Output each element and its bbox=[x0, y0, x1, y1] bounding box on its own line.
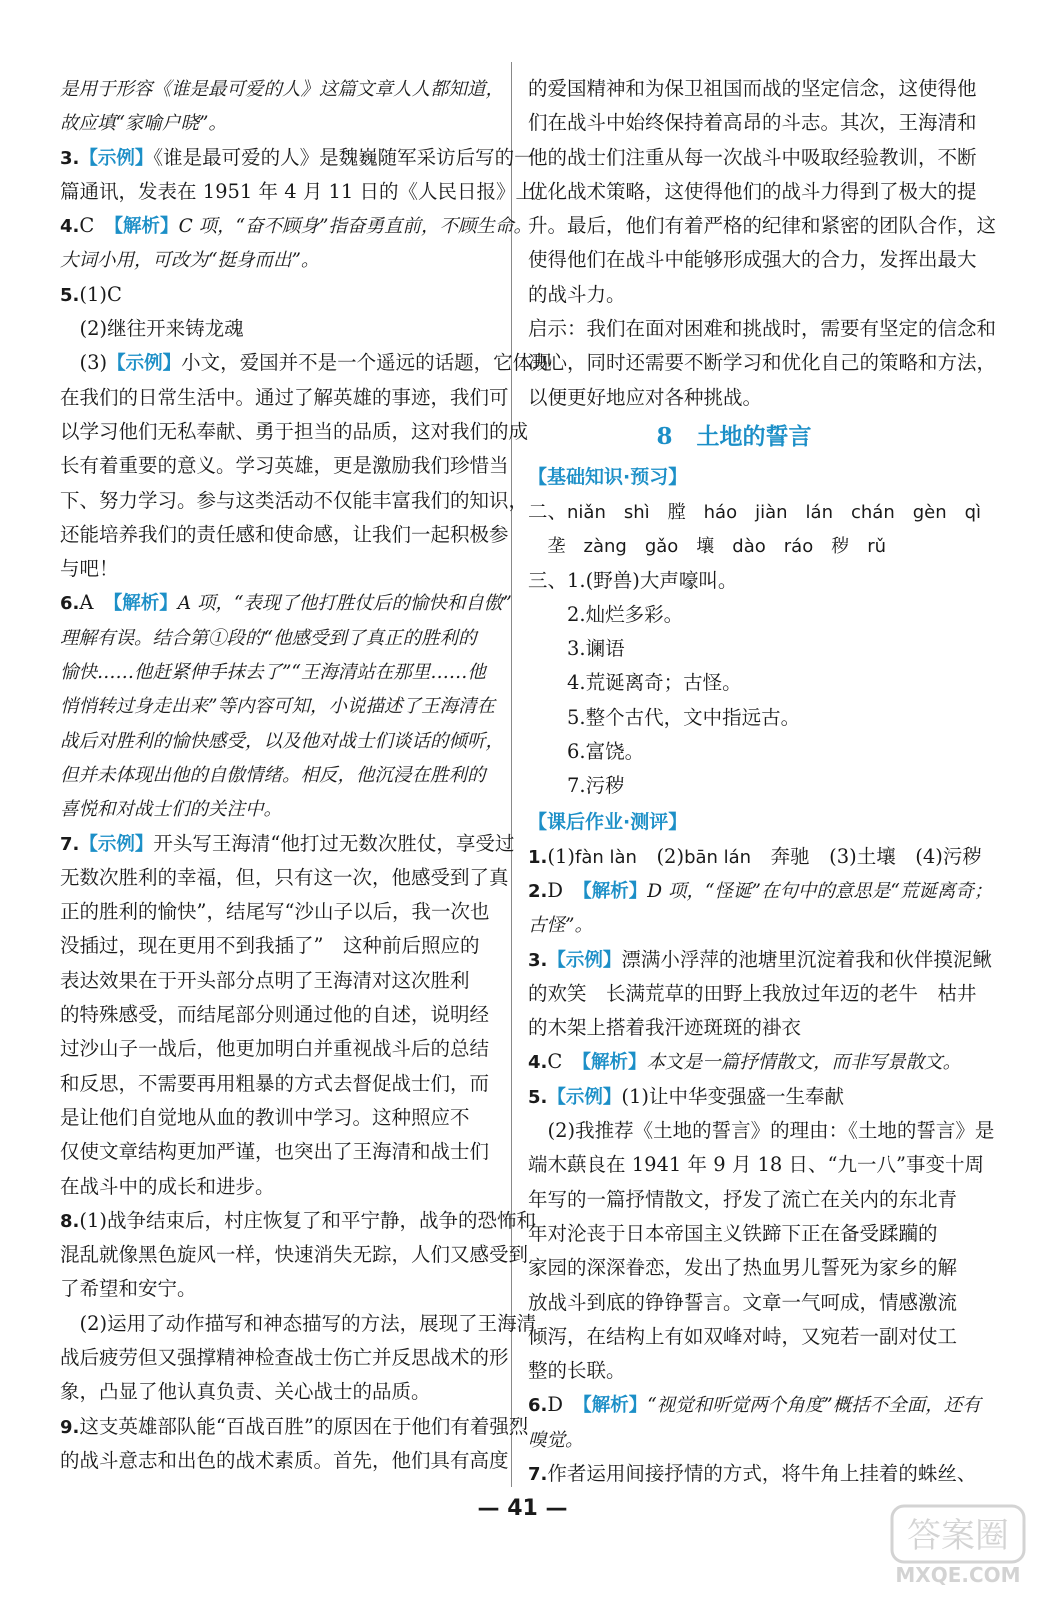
text-line bbox=[528, 106, 977, 140]
text-run: 这支英雄部队能“百战百胜”的原因在于他们有着强烈 bbox=[79, 1414, 529, 1438]
text-line bbox=[528, 564, 940, 598]
text-line bbox=[60, 106, 498, 140]
text-line bbox=[60, 827, 515, 861]
text-run: 三、1.(野兽)大声嚎叫。 bbox=[528, 568, 738, 592]
text-line bbox=[60, 1101, 498, 1135]
text-line bbox=[60, 1375, 498, 1409]
text-run: 古怪”。 bbox=[528, 915, 593, 937]
text-run: 与吧！ bbox=[60, 557, 119, 581]
text-line bbox=[60, 346, 552, 380]
text-run: 小文，爱国并不是一个遥远的话题，它体现 bbox=[181, 351, 552, 375]
text-run: D 项，“怪诞”在句中的意思是“荒诞离奇； bbox=[647, 880, 993, 902]
text-run: 还能培养我们的责任感和使命感，让我们一起积极参 bbox=[60, 522, 509, 546]
text-line bbox=[528, 1080, 940, 1114]
text-run: (3) bbox=[60, 351, 108, 375]
question-number: 3. bbox=[528, 949, 548, 971]
text-line bbox=[60, 1067, 498, 1101]
text-run: 无数次胜利的幸福，但，只有这一次，他感受到了真 bbox=[60, 865, 509, 889]
question-number: 6. bbox=[528, 1395, 548, 1417]
section-heading bbox=[528, 415, 940, 459]
text-line bbox=[60, 243, 498, 277]
text-line bbox=[528, 632, 940, 666]
text-run: 的战斗意志和出色的战术素质。首先，他们具有高度 bbox=[60, 1448, 509, 1472]
answer-tag: 【解析】 bbox=[112, 593, 178, 615]
text-line bbox=[60, 1032, 498, 1066]
text-line bbox=[60, 1307, 537, 1341]
text-line bbox=[528, 1251, 958, 1285]
text-run: niǎn shì 膛 háo jiàn lán chán gèn qì bbox=[567, 501, 982, 523]
text-run: 的木架上搭着我汗迹斑斑的褂衣 bbox=[528, 1016, 802, 1040]
text-run: 篇通讯，发表在 1951 年 4 月 11 日的《人民日报》上。 bbox=[60, 179, 555, 203]
text-run: “视觉和听觉两个角度”概括不全面，还有 bbox=[647, 1395, 981, 1417]
text-line bbox=[528, 908, 940, 942]
text-run: 的战斗力。 bbox=[528, 282, 626, 306]
text-run: (2)继往开来铸龙魂 bbox=[60, 317, 244, 341]
text-line bbox=[528, 72, 977, 106]
text-run: (1)让中华变强盛一生奉献 bbox=[621, 1084, 845, 1108]
text-line bbox=[60, 415, 529, 449]
text-run: 3.谰语 bbox=[528, 637, 625, 661]
text-line bbox=[528, 529, 940, 563]
text-line bbox=[60, 1238, 529, 1272]
text-line bbox=[60, 1444, 509, 1478]
text-run: 的特殊感受，而结尾部分则通过他的自述，说明经 bbox=[60, 1003, 490, 1027]
text-line bbox=[60, 895, 498, 929]
text-run: 启示：我们在面对困难和挑战时，需要有坚定的信念和 bbox=[528, 317, 997, 341]
text-line bbox=[528, 1320, 958, 1354]
text-run: 优化战术策略，这使得他们的战斗力得到了极大的提 bbox=[528, 179, 977, 203]
text-line bbox=[528, 141, 977, 175]
text-run: (1) bbox=[547, 844, 575, 868]
text-run: 本文是一篇抒情散文，而非写景散文。 bbox=[646, 1052, 962, 1074]
question-number: 8. bbox=[60, 1210, 80, 1232]
text-line bbox=[528, 1011, 940, 1045]
text-line bbox=[528, 175, 977, 209]
text-run: 但并未体现出他的自傲情绪。相反，他沉浸在胜利的 bbox=[60, 764, 486, 786]
text-line bbox=[60, 724, 505, 758]
text-run: 象，凸显了他认真负责、关心战士的品质。 bbox=[60, 1380, 431, 1404]
text-run: bān lán bbox=[684, 846, 752, 868]
text-run: 倾泻，在结构上有如双峰对峙，又宛若一副对仗工 bbox=[528, 1324, 958, 1348]
text-run: (2)运用了动作描写和神态描写的方法，展现了王海清 bbox=[60, 1311, 537, 1335]
answer-tag: 【示例】 bbox=[547, 1086, 622, 1108]
banner-homework: 【课后作业·测评】 bbox=[528, 810, 688, 833]
text-run: 过沙山子一战后，他更加明白并重视战斗后的总结 bbox=[60, 1037, 490, 1061]
answer-tag: 【示例】 bbox=[79, 147, 154, 169]
text-run: 和反思，不需要再用粗暴的方式去督促战士们，而 bbox=[60, 1071, 490, 1095]
text-line bbox=[528, 840, 982, 874]
text-line bbox=[528, 874, 993, 908]
answer-tag: 【解析】 bbox=[582, 880, 648, 902]
text-run: 在战斗中的成长和进步。 bbox=[60, 1174, 275, 1198]
question-number: 1. bbox=[528, 846, 548, 868]
text-line bbox=[60, 1170, 498, 1204]
text-run: 端木蕻良在 1941 年 9 月 18 日、“九一八”事变十周 bbox=[528, 1153, 984, 1177]
question-number: 4. bbox=[60, 216, 80, 238]
text-run: 下、努力学习。参与这类活动不仅能丰富我们的知识， bbox=[60, 488, 529, 512]
text-run: 大词小用，可改为“挺身而出”。 bbox=[60, 250, 320, 272]
text-line bbox=[528, 312, 997, 346]
text-run: 决心，同时还需要不断学习和优化自己的策略和方法， bbox=[528, 351, 997, 375]
text-line bbox=[60, 552, 498, 586]
text-line bbox=[60, 689, 498, 723]
text-run: 在我们的日常生活中。通过了解英雄的事迹，我们可 bbox=[60, 385, 509, 409]
text-run: (1)战争结束后，村庄恢复了和平宁静，战争的恐怖和 bbox=[79, 1208, 536, 1232]
text-line bbox=[60, 209, 533, 243]
question-number: 4. bbox=[528, 1052, 548, 1074]
answer-tag: 【示例】 bbox=[547, 949, 622, 971]
text-run: 年写的一篇抒情散文，抒发了流亡在关内的东北青 bbox=[528, 1187, 958, 1211]
question-number: 6. bbox=[60, 593, 80, 615]
text-line bbox=[60, 484, 529, 518]
text-run: 作者运用间接抒情的方式，将牛角上挂着的蛛丝、 bbox=[547, 1461, 977, 1485]
text-run: C 项，“奋不顾身”指奋勇直前，不顾生命。 bbox=[178, 216, 533, 238]
text-line bbox=[528, 1217, 940, 1251]
answer-tag: 【示例】 bbox=[107, 353, 182, 375]
question-number: 9. bbox=[60, 1416, 80, 1438]
text-line bbox=[528, 1183, 958, 1217]
text-run: 是用于形容《谁是最可爱的人》这篇文章人人都知道， bbox=[60, 79, 505, 100]
text-run: 的欢笑 长满荒草的田野上我放过年迈的老牛 枯井 bbox=[528, 981, 977, 1005]
text-run: (2)我推荐《土地的誓言》的理由：《土地的誓言》是 bbox=[528, 1119, 995, 1143]
text-line bbox=[60, 1272, 498, 1306]
column-divider bbox=[511, 62, 512, 1487]
text-line bbox=[528, 381, 940, 415]
answer-tag: 【示例】 bbox=[79, 833, 154, 855]
text-run: 以便更好地应对各种挑战。 bbox=[528, 385, 763, 409]
text-run: C bbox=[79, 214, 114, 238]
homework-answers bbox=[528, 840, 995, 1492]
answer-tag: 【解析】 bbox=[113, 216, 179, 238]
text-line bbox=[60, 758, 498, 792]
text-line bbox=[60, 518, 509, 552]
text-line bbox=[528, 943, 992, 977]
text-line bbox=[60, 381, 509, 415]
text-run: 喜悦和对战士们的关注中。 bbox=[60, 799, 283, 821]
text-run: fàn làn bbox=[575, 846, 637, 868]
left-column bbox=[60, 72, 555, 1478]
text-line bbox=[528, 1148, 984, 1182]
text-line bbox=[60, 998, 498, 1032]
text-run: 放战斗到底的铮铮誓言。文章一气呵成，情感激流 bbox=[528, 1290, 958, 1314]
text-run: 垄 zàng gǎo 壤 dào ráo 秽 rǔ bbox=[547, 536, 887, 558]
question-number: 3. bbox=[60, 147, 80, 169]
answer-tag: 【解析】 bbox=[582, 1395, 648, 1417]
text-line bbox=[528, 1388, 981, 1422]
text-line bbox=[60, 141, 534, 175]
text-run: 奔驰 (3)土壤 (4)污秽 bbox=[751, 844, 982, 868]
text-line bbox=[60, 1135, 498, 1169]
text-line bbox=[528, 769, 940, 803]
svg-text:答案圈: 答案圈 bbox=[907, 1516, 1009, 1556]
text-run: 没插过，现在更用不到我插了” 这种前后照应的 bbox=[60, 934, 480, 958]
text-line bbox=[528, 598, 940, 632]
text-run: 的爱国精神和为保卫祖国而战的坚定信念，这使得他 bbox=[528, 77, 977, 100]
question-number: 5. bbox=[60, 284, 80, 306]
text-line bbox=[60, 278, 498, 312]
question-number: 7. bbox=[60, 833, 80, 855]
text-run: 家园的深深眷恋，发出了热血男儿誓死为家乡的解 bbox=[528, 1256, 958, 1280]
text-line bbox=[528, 1286, 958, 1320]
text-line bbox=[528, 977, 977, 1011]
text-line bbox=[60, 655, 498, 689]
svg-text:MXQE.COM: MXQE.COM bbox=[895, 1563, 1021, 1587]
text-run: 开头写王海清“他打过无数次胜仗，享受过 bbox=[153, 831, 515, 855]
text-run: 愉快……他赶紧伸手抹去了”“王海清站在那里……他 bbox=[60, 662, 486, 684]
text-run: 二、 bbox=[528, 499, 568, 523]
text-run: 仅使文章结构更加严谨，也突出了王海清和战士们 bbox=[60, 1140, 490, 1164]
text-line bbox=[60, 586, 512, 620]
text-line bbox=[60, 861, 509, 895]
text-run: 了希望和安宁。 bbox=[60, 1277, 197, 1301]
text-run: 长有着重要的意义。学习英雄，更是激励我们珍惜当 bbox=[60, 454, 509, 478]
question-number: 7. bbox=[528, 1463, 548, 1485]
text-run: 4.荒诞离奇；古怪。 bbox=[528, 671, 742, 695]
text-run: A 项，“表现了他打胜仗后的愉快和自傲” bbox=[177, 593, 512, 615]
text-line bbox=[528, 1354, 940, 1388]
text-line bbox=[60, 312, 498, 346]
text-run: (1)C bbox=[79, 282, 122, 306]
answer-tag: 【解析】 bbox=[581, 1052, 647, 1074]
text-run: 故应填“家喻户晓”。 bbox=[60, 113, 227, 135]
text-run: 们在战斗中始终保持着高昂的斗志。其次，王海清和 bbox=[528, 111, 977, 135]
text-run: 漂满小浮萍的池塘里沉淀着我和伙伴摸泥鳅 bbox=[621, 947, 992, 971]
text-line bbox=[528, 1114, 995, 1148]
watermark-logo bbox=[888, 1500, 1028, 1590]
text-run: 嗅觉。 bbox=[528, 1429, 584, 1451]
text-run: 6.富饶。 bbox=[528, 740, 645, 764]
text-run: D bbox=[547, 1393, 583, 1417]
section-number: 8 bbox=[656, 422, 673, 450]
text-run: 2.灿烂多彩。 bbox=[528, 602, 684, 626]
page-number: — 41 — bbox=[477, 1496, 568, 1521]
text-run: (2) bbox=[636, 844, 685, 868]
text-line bbox=[528, 278, 940, 312]
text-run: 战后对胜利的愉快感受，以及他对战士们谈话的倾听， bbox=[60, 730, 505, 752]
text-line bbox=[528, 735, 940, 769]
text-line bbox=[60, 964, 498, 998]
text-run: 5.整个古代，文中指远古。 bbox=[528, 705, 801, 729]
answer-9-continued bbox=[528, 72, 997, 415]
text-line bbox=[528, 346, 997, 380]
right-column bbox=[528, 72, 997, 1491]
text-line bbox=[60, 1341, 509, 1375]
text-run: 升。最后，他们有着严格的纪律和紧密的团队合作，这 bbox=[528, 214, 997, 238]
text-line bbox=[60, 72, 505, 106]
text-run: 混乱就像黑色旋风一样，快速消失无踪，人们又感受到 bbox=[60, 1243, 529, 1267]
text-run: 战后疲劳但又强撑精神检查战士伤亡并反思战术的形 bbox=[60, 1345, 509, 1369]
text-line bbox=[60, 1410, 529, 1444]
text-run: 他的战士们注重从每一次战斗中吸取经验教训，不断 bbox=[528, 145, 977, 169]
text-run: 理解有误。结合第①段的“他感受到了真正的胜利的 bbox=[60, 627, 477, 649]
text-line bbox=[528, 495, 982, 529]
text-run: 以学习他们无私奉献、勇于担当的品质，这对我们的成 bbox=[60, 419, 529, 443]
text-line bbox=[60, 449, 509, 483]
text-line bbox=[60, 929, 498, 963]
text-line bbox=[60, 175, 555, 209]
banner-basic-knowledge: 【基础知识·预习】 bbox=[528, 465, 688, 488]
text-run bbox=[528, 534, 548, 557]
text-run: 整的长联。 bbox=[528, 1359, 626, 1383]
text-line bbox=[528, 243, 977, 277]
text-run: 表达效果在于开头部分点明了王海清对这次胜利 bbox=[60, 968, 470, 992]
text-run: 年对沦丧于日本帝国主义铁蹄下正在备受蹂躏的 bbox=[528, 1221, 938, 1245]
text-line bbox=[528, 1423, 940, 1457]
text-line bbox=[528, 209, 997, 243]
text-line bbox=[528, 1457, 977, 1491]
text-run: 正的胜利的愉快”，结尾写“沙山子以后，我一次也 bbox=[60, 900, 490, 924]
text-run: D bbox=[547, 878, 583, 902]
preview-answers bbox=[528, 495, 982, 804]
question-number: 2. bbox=[528, 880, 548, 902]
section-title: 土地的誓言 bbox=[696, 422, 812, 450]
text-run: 使得他们在战斗中能够形成强大的合力，发挥出最大 bbox=[528, 248, 977, 272]
text-run: 《谁是最可爱的人》是魏巍随军采访后写的一 bbox=[153, 145, 534, 169]
text-run: 7.污秽 bbox=[528, 774, 625, 798]
text-run: 悄悄转过身走出来”等内容可知，小说描述了王海清在 bbox=[60, 696, 495, 718]
text-run: A bbox=[79, 591, 113, 615]
text-run: 是让他们自觉地从血的教训中学习。这种照应不 bbox=[60, 1105, 470, 1129]
text-line bbox=[528, 701, 940, 735]
text-line bbox=[528, 666, 940, 700]
text-run: C bbox=[547, 1050, 582, 1074]
text-line bbox=[60, 792, 498, 826]
question-number: 5. bbox=[528, 1086, 548, 1108]
text-line bbox=[60, 621, 498, 655]
text-line bbox=[60, 1204, 536, 1238]
text-line bbox=[528, 1045, 962, 1079]
